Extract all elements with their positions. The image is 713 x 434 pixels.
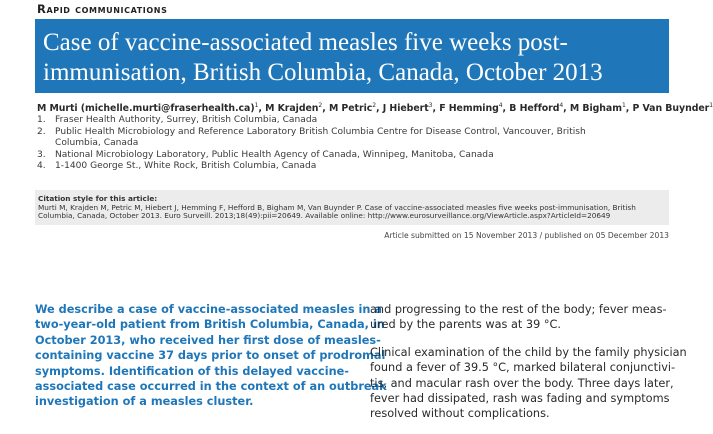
abstract-line: investigation of a measles cluster.: [35, 395, 254, 409]
author-affiliation-marker: 4: [498, 102, 503, 109]
body-line: tis, and macular rash over the body. Three days later,: [370, 376, 674, 390]
author-name: B Hefford: [509, 103, 560, 115]
citation-line: Columbia, Canada, October 2013. Euro Surveill. 2013;18(49):pii=20649. Available online: http://www.eurosurveillance.org/ViewArticle.aspx?ArticleId=20649: [38, 211, 611, 220]
citation-box: [35, 190, 669, 225]
body-paragraph: [370, 345, 687, 422]
author-name: J Hiebert: [382, 103, 429, 115]
title-banner: [35, 19, 669, 93]
body-line: ured by the parents was at 39 °C.: [370, 318, 562, 332]
affiliation-item: [37, 161, 677, 173]
affiliation-text: 1-1400 George St., White Rock, British Columbia, Canada: [55, 161, 317, 171]
author-affiliation-marker: 1: [621, 102, 626, 109]
author-name: M Petric: [328, 103, 373, 115]
affiliation-number: 3.: [37, 149, 46, 160]
abstract-line: We describe a case of vaccine-associated measles in a: [35, 303, 382, 316]
body-line: resolved without complications.: [370, 407, 550, 421]
body-line: fever had dissipated, rash was fading and symptoms: [370, 392, 670, 406]
author-name: M Murti (michelle.murti@fraserhealth.ca): [37, 103, 255, 115]
author-affiliation-marker: 4: [559, 102, 564, 109]
affiliation-number: 4.: [37, 161, 46, 171]
body-paragraph: [370, 302, 670, 333]
body-line: and progressing to the rest of the body; fever meas-: [370, 303, 667, 316]
author-affiliation-marker: 2: [372, 102, 377, 109]
author-affiliation-marker: 1: [709, 102, 713, 109]
affiliation-item: [37, 127, 677, 139]
author-affiliation-marker: 1: [254, 102, 259, 109]
body-line: found a fever of 39.5 °C, marked bilateral conjunctivi-: [370, 361, 676, 375]
author-name: M Krajden: [265, 103, 319, 115]
abstract-line: two-year-old patient from British Columbia, Canada, in: [35, 318, 385, 332]
abstract: [35, 302, 387, 410]
body-line: Clinical examination of the child by the family physician: [370, 345, 687, 359]
author-affiliation-marker: 2: [318, 102, 323, 109]
affiliation-item: [37, 150, 677, 162]
article-title-line-2: immunisation, British Columbia, Canada, October 2013: [43, 59, 603, 86]
author-list: M Murti (michelle.murti@fraserhealth.ca)$^1$, M Krajden$^2$, M Petric$^2$, J Hiebert$^3$, F Hemming$^4$, B Hefford$^4$, M Bigham$^1$, P Van Buynder$^1$: [37, 102, 713, 115]
abstract-line: October 2013, who received her first dose of measles-: [35, 333, 381, 347]
abstract-line: symptoms. Identification of this delayed vaccine-: [35, 364, 349, 378]
body-text: [370, 302, 687, 434]
author-name: M Bigham: [569, 103, 622, 115]
affiliation-text: Fraser Health Authority, Surrey, British Columbia, Canada: [55, 115, 318, 125]
citation-line: Murti M, Krajden M, Petric M, Hiebert J, Hemming F, Hefford B, Bigham M, Van Buynder P. Case of vaccine-associated measles five weeks post-immunisation, British: [38, 202, 636, 212]
affiliation-text: National Microbiology Laboratory, Public Health Agency of Canada, Winnipeg, Manitoba, Canada: [55, 149, 494, 160]
affiliation-item: [37, 138, 677, 150]
citation-heading: Citation style for this article:: [38, 194, 158, 203]
affiliation-item: [37, 115, 677, 127]
affiliation-number: [37, 138, 55, 150]
section-label: Rapid communications: [37, 2, 168, 16]
affiliation-number: 1.: [37, 115, 46, 125]
affiliation-text: Public Health Microbiology and Reference Laboratory British Columbia Centre for Disease Control, Vancouver, British: [55, 126, 586, 137]
affiliation-list: [37, 115, 677, 173]
article-title-line-1: Case of vaccine-associated measles five weeks post-: [43, 29, 568, 56]
submission-dates: Article submitted on 15 November 2013 / published on 05 December 2013: [384, 231, 669, 240]
author-name: P Van Buynder: [632, 103, 710, 115]
affiliation-number: 2.: [37, 126, 46, 137]
abstract-line: containing vaccine 37 days prior to onset of prodromal: [35, 349, 386, 363]
author-name: F Hemming: [439, 103, 499, 115]
abstract-line: associated case occurred in the context of an outbreak: [35, 380, 387, 394]
author-affiliation-marker: 3: [428, 102, 433, 109]
affiliation-text: Columbia, Canada: [55, 138, 139, 148]
